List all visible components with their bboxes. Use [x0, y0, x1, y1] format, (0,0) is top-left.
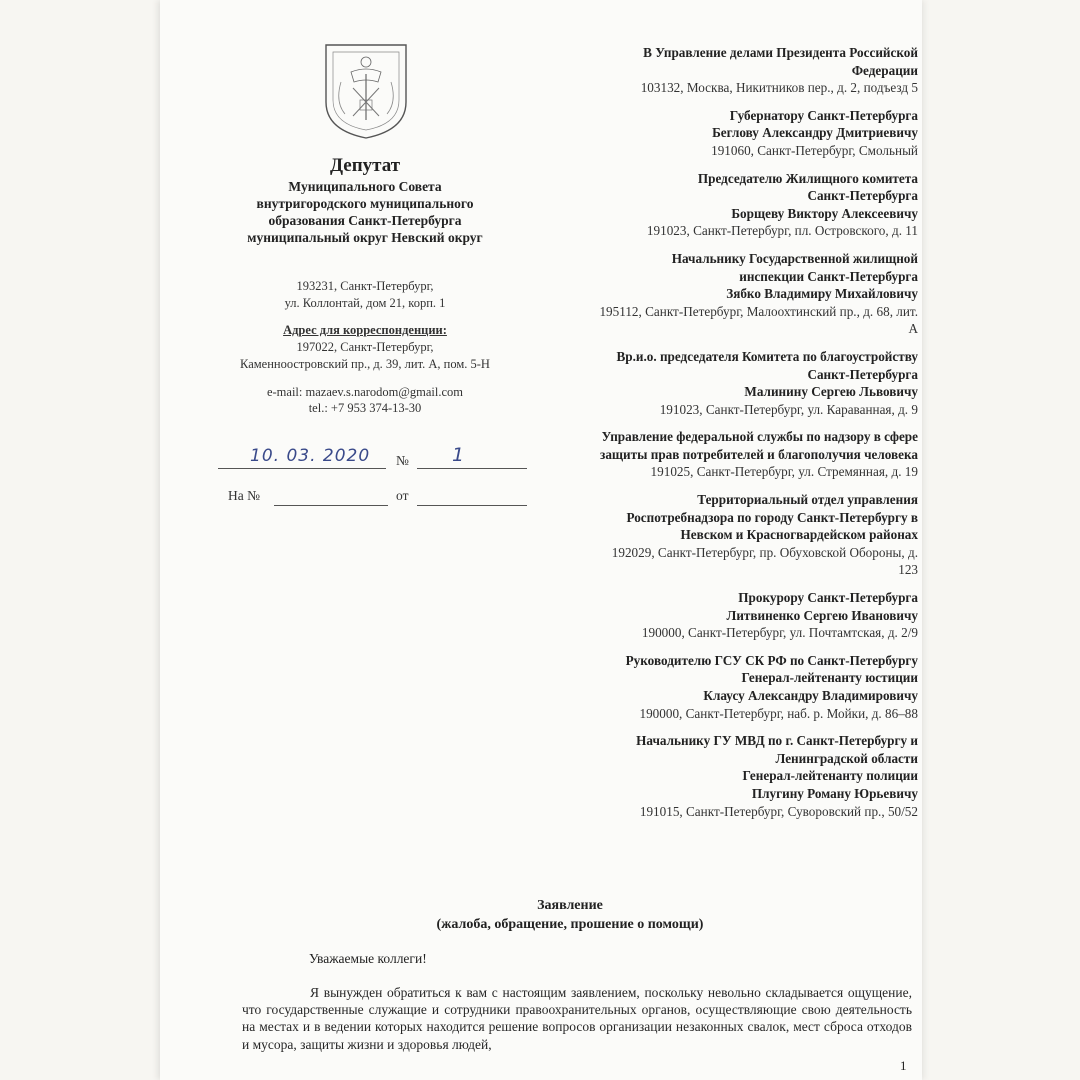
- recipient-block: [540, 428, 918, 481]
- number-underline: [417, 468, 527, 469]
- recipient-name-line: Роспотребнадзора по городу Санкт-Петербургу в: [626, 509, 918, 525]
- date-underline: [218, 468, 386, 469]
- recipient-address-line: 191060, Санкт-Петербург, Смольный: [711, 142, 918, 158]
- recipient-name-line: Санкт-Петербурга: [807, 188, 918, 204]
- recipient-address-line: 195112, Санкт-Петербург, Малоохтинский пр., д. 68, лит.: [599, 303, 918, 319]
- recipient-address-line: 123: [898, 562, 918, 578]
- recipient-address-line: 191023, Санкт-Петербург, пл. Островского, д. 11: [646, 223, 918, 239]
- recipient-address-line: 190000, Санкт-Петербург, ул. Почтамтская, д. 2/9: [641, 625, 918, 641]
- reply-date-underline: [417, 505, 527, 506]
- recipient-name-line: В Управление делами Президента Российской: [643, 45, 918, 60]
- recipient-name-line: Губернатору Санкт-Петербурга: [729, 107, 918, 123]
- recipient-block: [540, 348, 918, 418]
- recipient-address-line: 190000, Санкт-Петербург, наб. р. Мойки, д. 86–88: [639, 705, 918, 721]
- recipient-name-line: Федерации: [851, 62, 918, 78]
- recipient-name-line: инспекции Санкт-Петербурга: [739, 268, 918, 284]
- email-text: e-mail: mazaev.s.narodom@gmail.com: [266, 385, 464, 399]
- statement-title-block: [380, 896, 760, 934]
- recipient-name-line: Вр.и.о. председателя Комитета по благоустройству: [616, 348, 918, 364]
- contact-info: [200, 384, 530, 416]
- correspondence-label: Адрес для корреспонденции:: [283, 323, 447, 337]
- page-number: 1: [900, 1058, 907, 1073]
- recipient-name-line: Клаусу Александру Владимировичу: [703, 688, 918, 703]
- body-paragraph: Я вынужден обратиться к вам с настоящим заявлением, поскольку невольно складывается ощущение, что государственные служащие и сотрудники правоохранительных органов, осуществляющие свою деятельность на местах и в ведении которых находится решение вопросов организации незаконных свалок, мест сброса отходов и мусора, защиты жизни и здоровья людей,: [242, 985, 912, 1052]
- recipient-block: [540, 170, 918, 240]
- recipient-name-line: Невском и Красногвардейском районах: [680, 527, 918, 543]
- org-line: внутригородского муниципального: [256, 196, 474, 211]
- recipient-block: [540, 107, 918, 160]
- recipient-address-line: 191015, Санкт-Петербург, Суворовский пр., 50/52: [639, 803, 918, 819]
- recipient-name-line: Зябко Владимиру Михайловичу: [726, 286, 918, 302]
- recipient-block: [540, 652, 918, 722]
- correspondence-address: [200, 322, 530, 373]
- recipient-name-line: Начальнику ГУ МВД по г. Санкт-Петербургу и: [636, 733, 918, 749]
- recipient-name-line: Руководителю ГСУ СК РФ по Санкт-Петербургу: [625, 652, 918, 668]
- statement-body: [242, 984, 912, 1053]
- statement-subtitle: (жалоба, обращение, прошение о помощи): [436, 917, 704, 932]
- number-label: №: [396, 453, 409, 468]
- reply-number-underline: [274, 505, 388, 506]
- letterhead-address: [200, 278, 530, 312]
- org-line: Муниципального Совета: [288, 179, 442, 194]
- recipient-name-line: Ленинградской области: [775, 750, 918, 766]
- recipient-address-line: 191025, Санкт-Петербург, ул. Стремянная, д. 19: [650, 464, 918, 480]
- recipient-name-line: Санкт-Петербурга: [807, 366, 918, 382]
- recipient-name-line: Плугину Роману Юрьевичу: [751, 785, 918, 801]
- reply-number-label: На №: [228, 488, 260, 503]
- address-line: Каменноостровский пр., д. 39, лит. А, пом. 5-Н: [240, 357, 490, 371]
- recipient-address-line: А: [908, 321, 918, 337]
- recipient-name-line: Литвиненко Сергею Ивановичу: [726, 607, 918, 623]
- recipient-block: [540, 491, 918, 579]
- recipient-name-line: защиты прав потребителей и благополучия человека: [600, 446, 918, 462]
- recipient-block: [540, 44, 918, 97]
- recipient-name-line: Прокурору Санкт-Петербурга: [738, 590, 918, 606]
- recipient-name-line: Генерал-лейтенанту юстиции: [741, 670, 918, 686]
- recipient-block: [540, 250, 918, 338]
- recipient-name-line: Начальнику Государственной жилищной: [671, 250, 918, 266]
- reply-date-label: от: [396, 488, 409, 503]
- handwritten-date: 10. 03. 2020: [250, 446, 371, 466]
- recipients-list: [540, 44, 918, 830]
- recipient-name-line: Генерал-лейтенанту полиции: [742, 768, 918, 784]
- recipient-name-line: Управление федеральной службы по надзору в сфере: [601, 429, 918, 445]
- greeting: Уважаемые коллеги!: [309, 951, 427, 966]
- coat-of-arms-emblem: [323, 42, 409, 140]
- recipient-address-line: 192029, Санкт-Петербург, пр. Обуховской Обороны, д.: [611, 544, 918, 560]
- recipient-name-line: Беглову Александру Дмитриевичу: [712, 125, 918, 141]
- recipient-block: [540, 589, 918, 642]
- recipient-name-line: Председателю Жилищного комитета: [697, 170, 918, 186]
- address-line: 197022, Санкт-Петербург,: [296, 340, 434, 354]
- letterhead-title: Депутат: [329, 155, 401, 176]
- org-line: муниципальный округ Невский округ: [247, 230, 483, 245]
- recipient-name-line: Малинину Сергею Львовичу: [744, 384, 918, 400]
- recipient-address-line: 191023, Санкт-Петербург, ул. Караванная, д. 9: [659, 401, 918, 417]
- phone-text: tel.: +7 953 374-13-30: [308, 401, 422, 415]
- address-line: 193231, Санкт-Петербург,: [296, 279, 434, 293]
- letterhead-organization: [200, 178, 530, 246]
- handwritten-number: 1: [452, 444, 466, 466]
- recipient-address-line: 103132, Москва, Никитников пер., д. 2, подъезд 5: [640, 80, 918, 96]
- address-line: ул. Коллонтай, дом 21, корп. 1: [284, 296, 446, 310]
- recipient-name-line: Территориальный отдел управления: [697, 492, 918, 508]
- recipient-name-line: Борщеву Виктору Алексеевичу: [731, 205, 918, 221]
- recipient-block: [540, 732, 918, 820]
- org-line: образования Санкт-Петербурга: [268, 213, 462, 228]
- statement-title: Заявление: [537, 898, 603, 913]
